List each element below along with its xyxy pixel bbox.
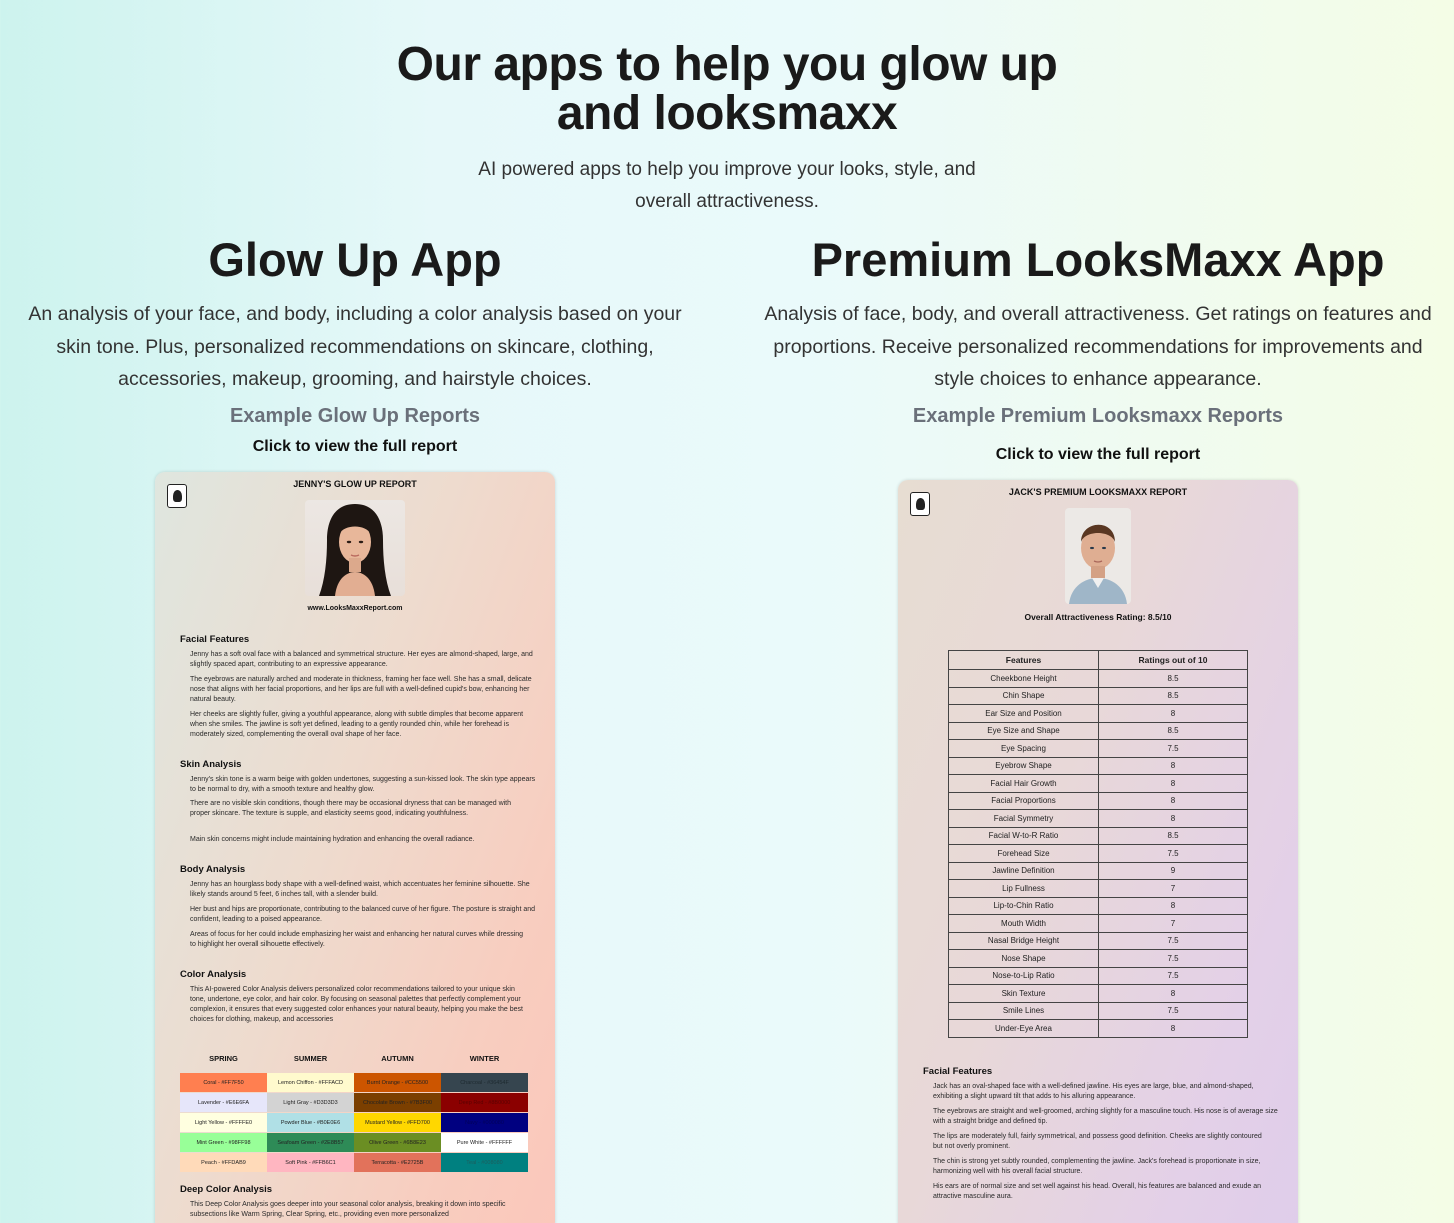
body-analysis-paragraph: Her bust and hips are proportionate, contributing to the balanced curve of her figure. The posture is straight and confident, leading to a poised appearance. xyxy=(190,906,536,923)
facial-features-paragraph: Her cheeks are slightly fuller, giving a youthful appearance, along with subtle dimples that become apparent when she smiles. The jawline is soft yet defined, leading to a gently rounded chin, while her forehead is moderately sized, complementing the overall oval shape of her face. xyxy=(190,711,524,738)
feature-name-cell: Jawline Definition xyxy=(949,862,1099,880)
facial-features-paragraph: The eyebrows are naturally arched and moderate in thickness, framing her face well. She has a small, delicate nose that aligns with her facial proportions, and her lips are full with a well-defined cupid's bow, enhancing her natural beauty. xyxy=(190,676,532,703)
feature-name-cell: Facial W-to-R Ratio xyxy=(949,827,1099,845)
color-swatch: Powder Blue - #B0E0E6 xyxy=(267,1113,354,1132)
feature-name-cell: Mouth Width xyxy=(949,915,1099,933)
table-row xyxy=(949,915,1248,933)
table-row xyxy=(949,705,1248,723)
color-swatch: Charcoal - #36454F xyxy=(441,1073,528,1092)
color-swatch: Olive Green - #6B8E23 xyxy=(354,1133,441,1152)
hero-subtitle: AI powered apps to help you improve your looks, style, and overall attractiveness. xyxy=(478,159,976,212)
feature-rating-cell: 8 xyxy=(1099,775,1248,793)
color-swatch: Navy - #000080 xyxy=(441,1113,528,1132)
feature-rating-cell: 8.5 xyxy=(1099,722,1248,740)
color-swatch: Deep Red - #8B0000 xyxy=(441,1093,528,1112)
facial-features-paragraph: His ears are of normal size and set well against his head. Overall, his features are balanced and exude an attractive masculine aura. xyxy=(933,1183,1262,1200)
feature-name-cell: Facial Hair Growth xyxy=(949,775,1099,793)
color-swatch: Seafoam Green - #2E8B57 xyxy=(267,1133,354,1152)
feature-rating-cell: 7 xyxy=(1099,880,1248,898)
column-header: Features xyxy=(949,651,1099,670)
facial-features-paragraph: The eyebrows are straight and well-groomed, arching slightly for a masculine touch. His nose is of average size with a straight bridge and defined tip. xyxy=(933,1108,1278,1125)
report-title: JENNY'S GLOW UP REPORT xyxy=(293,479,417,489)
report-website: www.LooksMaxxReport.com xyxy=(307,605,403,612)
table-row xyxy=(949,827,1248,845)
feature-rating-cell: 7.5 xyxy=(1099,950,1248,968)
facial-features-paragraph: Jenny has a soft oval face with a balanced and symmetrical structure. Her eyes are almond-shaped, large, and slightly spaced apart, contributing to an expressive appearance. xyxy=(190,651,533,668)
column-header: Ratings out of 10 xyxy=(1099,651,1248,670)
table-row xyxy=(949,897,1248,915)
feature-name-cell: Ear Size and Position xyxy=(949,705,1099,723)
feature-rating-cell: 8.5 xyxy=(1099,670,1248,688)
facial-features-heading: Facial Features xyxy=(180,634,250,645)
feature-name-cell: Chin Shape xyxy=(949,687,1099,705)
table-row xyxy=(949,1002,1248,1020)
table-row xyxy=(949,810,1248,828)
feature-name-cell: Nose-to-Lip Ratio xyxy=(949,967,1099,985)
facial-features-heading: Facial Features xyxy=(923,1066,993,1077)
color-swatch: Coral - #FF7F50 xyxy=(180,1073,267,1092)
deep-color-analysis-paragraph: This Deep Color Analysis goes deeper into your seasonal color analysis, breaking it down into specific subsections like Warm Spring, Clear Spring, etc., providing even more personalized xyxy=(190,1201,506,1218)
table-row xyxy=(949,792,1248,810)
season-header: AUTUMN xyxy=(381,1054,414,1063)
premium-click-label: Click to view the full report xyxy=(995,446,1201,463)
feature-ratings-table xyxy=(948,650,1248,1038)
color-swatch: Lavender - #E6E6FA xyxy=(180,1093,267,1112)
skin-analysis-paragraph: There are no visible skin conditions, though there may be occasional dryness that can be managed with proper skincare. The texture is supple, and elasticity seems good, indicating youthfulness. xyxy=(190,800,512,817)
color-swatch: Light Gray - #D3D3D3 xyxy=(267,1093,354,1112)
feature-rating-cell: 8 xyxy=(1099,985,1248,1003)
table-row xyxy=(949,985,1248,1003)
glow-up-title: Glow Up App xyxy=(208,233,502,286)
feature-rating-cell: 8 xyxy=(1099,810,1248,828)
feature-rating-cell: 8 xyxy=(1099,897,1248,915)
table-row xyxy=(949,950,1248,968)
table-row xyxy=(949,932,1248,950)
feature-name-cell: Lip Fullness xyxy=(949,880,1099,898)
jenny-portrait xyxy=(305,500,405,596)
feature-name-cell: Eye Size and Shape xyxy=(949,722,1099,740)
feature-name-cell: Nasal Bridge Height xyxy=(949,932,1099,950)
feature-rating-cell: 7.5 xyxy=(1099,1002,1248,1020)
feature-name-cell: Eye Spacing xyxy=(949,740,1099,758)
color-analysis-paragraph: This AI-powered Color Analysis delivers personalized color recommendations tailored to your unique skin tone, undertone, eye color, and hair color. By focusing on seasonal palettes that perfectly complement your complexion, it ensures that every suggested color enhances your natural beauty, helping you make the best choices for clothing, makeup, and accessories xyxy=(190,986,523,1023)
deep-color-analysis-heading: Deep Color Analysis xyxy=(180,1184,273,1195)
color-swatch: Light Yellow - #FFFFE0 xyxy=(180,1113,267,1132)
table-row xyxy=(949,967,1248,985)
feature-name-cell: Facial Proportions xyxy=(949,792,1099,810)
feature-rating-cell: 7.5 xyxy=(1099,845,1248,863)
table-row xyxy=(949,880,1248,898)
overall-rating: Overall Attractiveness Rating: 8.5/10 xyxy=(1024,612,1172,622)
premium-examples-heading: Example Premium Looksmaxx Reports xyxy=(912,405,1284,427)
color-swatch: Mint Green - #98FF98 xyxy=(180,1133,267,1152)
feature-rating-cell: 8 xyxy=(1099,757,1248,775)
body-analysis-heading: Body Analysis xyxy=(180,864,246,875)
color-swatch: Soft Pink - #FFB6C1 xyxy=(267,1153,354,1172)
color-swatch: Burnt Orange - #CC5500 xyxy=(354,1073,441,1092)
premium-title: Premium LooksMaxx App xyxy=(811,233,1385,286)
feature-rating-cell: 9 xyxy=(1099,862,1248,880)
glow-up-report-card[interactable] xyxy=(155,472,555,1223)
table-row xyxy=(949,862,1248,880)
color-swatch: Chocolate Brown - #7B3F00 xyxy=(354,1093,441,1112)
feature-rating-cell: 8 xyxy=(1099,1020,1248,1038)
facial-features-paragraph: The lips are moderately full, fairly symmetrical, and possess good definition. Cheeks are slightly contoured but not overly prominent. xyxy=(933,1133,1262,1150)
body-analysis-paragraph: Areas of focus for her could include emphasizing her waist and enhancing her natural curves while dressing to highlight her overall silhouette effectively. xyxy=(190,931,524,948)
feature-rating-cell: 8 xyxy=(1099,705,1248,723)
season-header: SUMMER xyxy=(293,1054,328,1063)
hero-title-line1: Our apps to help you glow up xyxy=(396,38,1058,91)
feature-name-cell: Cheekbone Height xyxy=(949,670,1099,688)
hero-title xyxy=(0,40,1454,138)
report-title: JACK'S PREMIUM LOOKSMAXX REPORT xyxy=(1008,487,1188,497)
feature-rating-cell: 8 xyxy=(1099,792,1248,810)
feature-name-cell: Eyebrow Shape xyxy=(949,757,1099,775)
table-header-row xyxy=(949,651,1248,670)
skin-analysis-paragraph: Jenny's skin tone is a warm beige with golden undertones, suggesting a sun-kissed look. The skin type appears to be normal to dry, with a smooth texture and healthy glow. xyxy=(190,776,536,793)
body-analysis-paragraph: Jenny has an hourglass body shape with a well-defined waist, which accentuates her feminine silhouette. She likely stands around 5 feet, 6 inches tall, with a slender build. xyxy=(190,881,530,898)
season-header: WINTER xyxy=(469,1054,500,1063)
table-row xyxy=(949,1020,1248,1038)
premium-report-card[interactable] xyxy=(898,480,1298,1223)
feature-name-cell: Under-Eye Area xyxy=(949,1020,1099,1038)
glow-up-examples-heading: Example Glow Up Reports xyxy=(229,405,481,427)
feature-name-cell: Forehead Size xyxy=(949,845,1099,863)
feature-name-cell: Nose Shape xyxy=(949,950,1099,968)
feature-rating-cell: 8.5 xyxy=(1099,687,1248,705)
feature-rating-cell: 8.5 xyxy=(1099,827,1248,845)
facial-features-paragraph: Jack has an oval-shaped face with a well-defined jawline. His eyes are large, blue, and almond-shaped, exhibiting a slight upward tilt that adds to his alluring appearance. xyxy=(933,1083,1254,1100)
color-swatch: Lemon Chiffon - #FFFACD xyxy=(267,1073,354,1092)
table-row xyxy=(949,670,1248,688)
premium-description: Analysis of face, body, and overall attractiveness. Get ratings on features and proportions. Receive personalized recommendations for improvements and style choices to enhance appearance. xyxy=(764,303,1432,390)
feature-rating-cell: 7 xyxy=(1099,915,1248,933)
table-row xyxy=(949,687,1248,705)
color-swatch: Pure White - #FFFFFF xyxy=(441,1133,528,1152)
feature-name-cell: Lip-to-Chin Ratio xyxy=(949,897,1099,915)
feature-rating-cell: 7.5 xyxy=(1099,932,1248,950)
color-swatch: Terracotta - #E2725B xyxy=(354,1153,441,1172)
feature-name-cell: Smile Lines xyxy=(949,1002,1099,1020)
season-header: SPRING xyxy=(209,1054,238,1063)
skin-analysis-heading: Skin Analysis xyxy=(180,759,242,770)
glow-up-description: An analysis of your face, and body, including a color analysis based on your skin tone. Plus, personalized recommendations on skincare, clothing, accessories, makeup, grooming, and hairstyle choices. xyxy=(28,303,682,390)
table-row xyxy=(949,775,1248,793)
feature-rating-cell: 7.5 xyxy=(1099,740,1248,758)
jack-portrait xyxy=(1065,508,1131,604)
table-row xyxy=(949,757,1248,775)
color-swatch: Mustard Yellow - #FFD700 xyxy=(354,1113,441,1132)
color-swatch: Teal - #008080 xyxy=(441,1153,528,1172)
table-row xyxy=(949,722,1248,740)
table-row xyxy=(949,740,1248,758)
skin-analysis-paragraph: Main skin concerns might include maintaining hydration and enhancing the overall radiance. xyxy=(190,836,475,843)
feature-rating-cell: 7.5 xyxy=(1099,967,1248,985)
hero-title-line2: and looksmaxx xyxy=(556,87,898,140)
glow-up-click-label: Click to view the full report xyxy=(252,438,458,455)
feature-name-cell: Facial Symmetry xyxy=(949,810,1099,828)
color-analysis-heading: Color Analysis xyxy=(180,969,247,980)
facial-features-paragraph: The chin is strong yet subtly rounded, complementing the jawline. Jack's forehead is proportionate in size, harmonizing well with his overall facial structure. xyxy=(933,1158,1261,1175)
table-row xyxy=(949,845,1248,863)
color-swatch: Peach - #FFDAB9 xyxy=(180,1153,267,1172)
feature-name-cell: Skin Texture xyxy=(949,985,1099,1003)
